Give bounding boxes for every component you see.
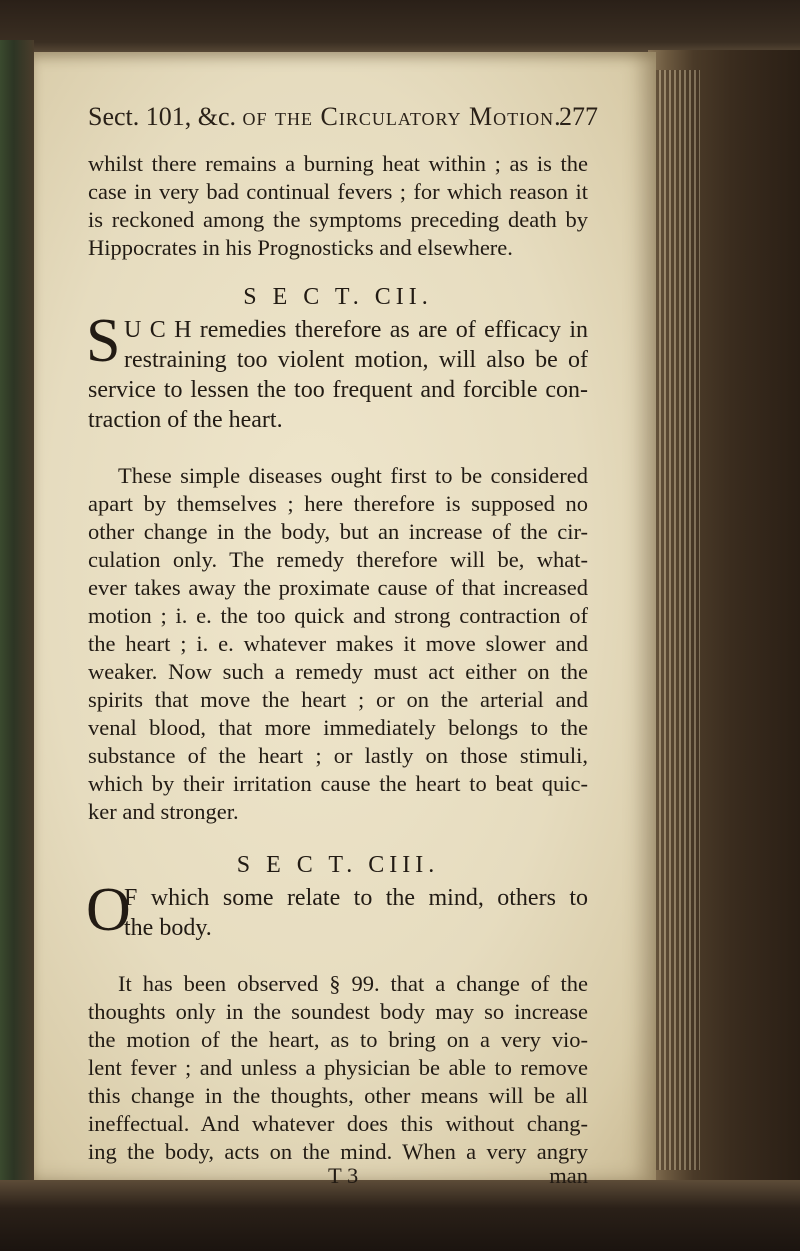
drop-cap-s: S <box>86 307 121 375</box>
page-footer <box>88 1163 588 1191</box>
text-line: traction of the heart. <box>88 407 283 433</box>
text-line: ineffectual. And whatever does this without chang- <box>88 1111 588 1136</box>
text-line: venal blood, that more immediately belongs to the <box>88 715 588 740</box>
text-line: this change in the thoughts, other means will be all <box>88 1083 588 1108</box>
section-heading-ciii: S E C T. CIII. <box>236 852 440 878</box>
text-line: culation only. The remedy therefore will be, what- <box>88 547 588 572</box>
text-line: motion ; i. e. the too quick and strong contraction of <box>88 603 588 628</box>
text-line: lent fever ; and unless a physician be able to remove <box>88 1055 588 1080</box>
text-line: F which some relate to the mind, others to <box>124 885 588 911</box>
text-line: These simple diseases ought first to be considered <box>118 463 588 488</box>
text-line: apart by themselves ; here therefore is supposed no <box>88 491 588 516</box>
text-line: whilst there remains a burning heat within ; as is the <box>88 151 588 176</box>
drop-cap-o: O <box>86 876 131 944</box>
text-line: ever takes away the proximate cause of that increased <box>88 575 588 600</box>
text-line: service to lessen the too frequent and forcible con- <box>88 377 588 403</box>
text-line: the motion of the heart, as to bring on a very vio- <box>88 1027 588 1052</box>
chapter-title: of the Circulatory Motion. <box>242 102 562 131</box>
text-line: the heart ; i. e. whatever makes it move slower and <box>88 631 588 656</box>
text-line: ker and stronger. <box>88 799 239 824</box>
text-line: Hippocrates in his Prognosticks and elsewhere. <box>88 235 513 260</box>
text-line: thoughts only in the soundest body may so increase <box>88 999 588 1024</box>
signature-mark: T 3 <box>328 1163 359 1188</box>
scan-left-edge <box>0 40 34 1200</box>
section-heading-cii: S E C T. CII. <box>243 284 433 310</box>
text-line: other change in the body, but an increase of the cir- <box>88 519 588 544</box>
text-line: It has been observed § 99. that a change of the <box>118 971 588 996</box>
page-number: 277 <box>559 102 598 131</box>
text-line: the body. <box>124 915 212 941</box>
running-head <box>88 102 598 142</box>
text-line: spirits that move the heart ; or on the arterial and <box>88 687 588 712</box>
text-line: which by their irritation cause the heart to beat quic- <box>88 771 588 796</box>
catchword: man <box>549 1163 588 1188</box>
section-reference: Sect. 101, &c. <box>88 102 237 131</box>
text-line: case in very bad continual fevers ; for which reason it <box>88 179 588 204</box>
text-line: is reckoned among the symptoms preceding death by <box>88 207 588 232</box>
text-line: restraining too violent motion, will also be of <box>124 347 588 373</box>
text-line: substance of the heart ; or lastly on those stimuli, <box>88 743 588 768</box>
text-line: U C H remedies therefore as are of efficacy in <box>124 317 588 343</box>
page-edges-stack <box>654 70 700 1170</box>
text-line: weaker. Now such a remedy must act either on the <box>88 659 588 684</box>
text-line: ing the body, acts on the mind. When a very angry <box>88 1139 588 1164</box>
